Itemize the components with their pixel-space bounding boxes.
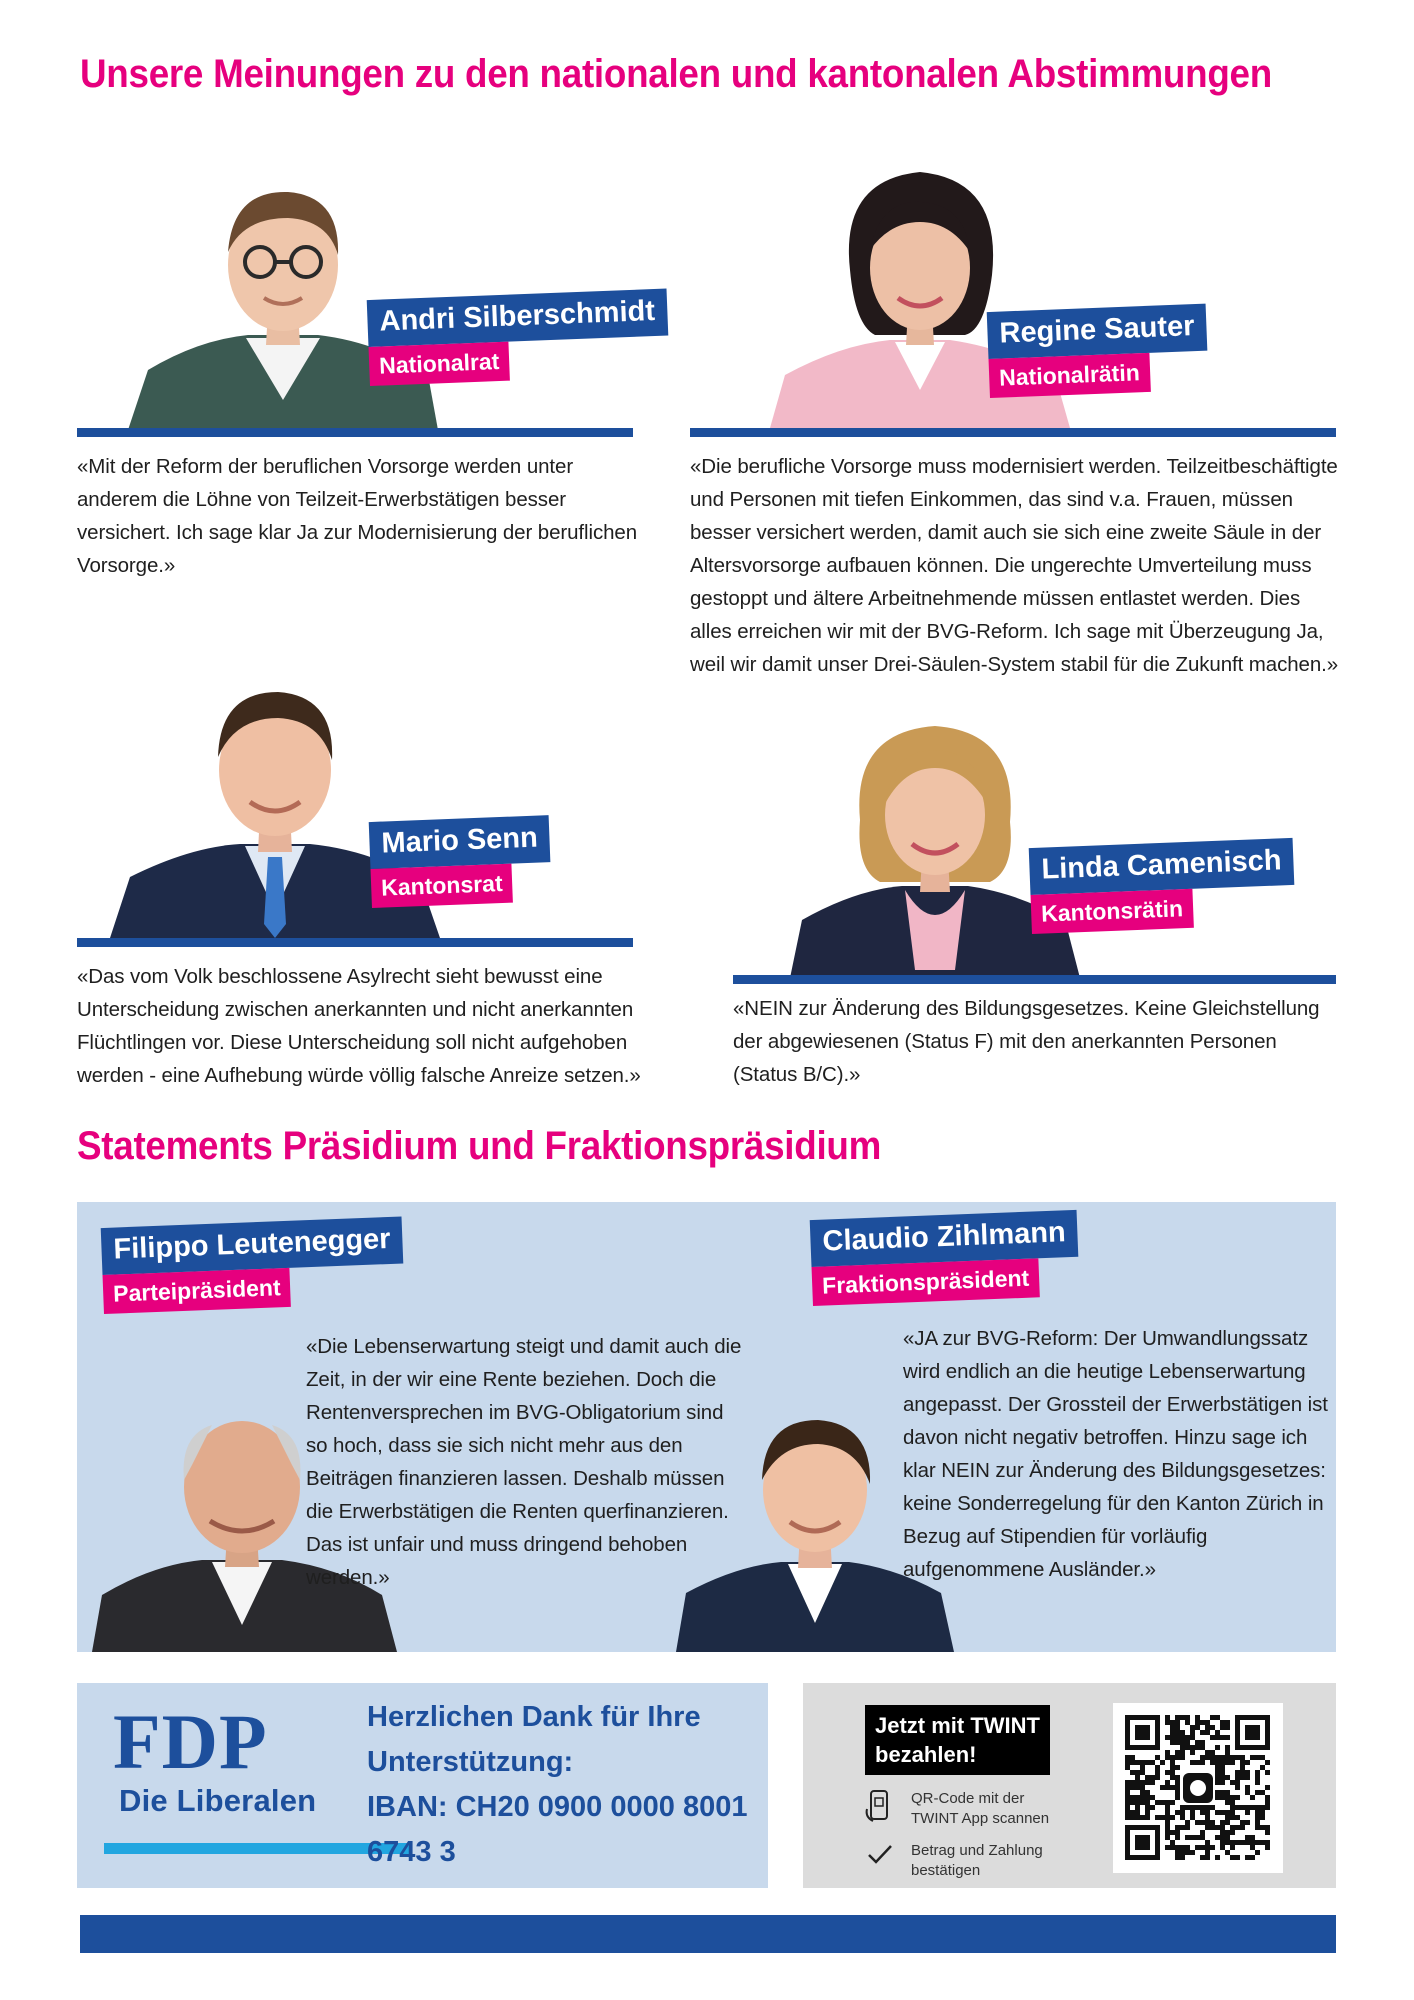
person-name: Regine Sauter — [987, 304, 1208, 360]
iban-line: IBAN: CH20 0900 0000 8001 — [367, 1791, 748, 1823]
twint-step-1 — [911, 1789, 1049, 1829]
checkmark-icon — [867, 1843, 893, 1865]
twint-step-line: QR-Code mit der — [911, 1790, 1025, 1807]
person-name: Linda Camenisch — [1029, 838, 1295, 895]
portrait-andri-silberschmidt — [128, 160, 438, 430]
person-name: Claudio Zihlmann — [810, 1210, 1079, 1268]
thanks-line: Unterstützung: — [367, 1746, 574, 1778]
name-tag-mario — [369, 815, 552, 908]
person-name: Andri Silberschmidt — [367, 289, 668, 348]
person-role: Fraktionspräsident — [812, 1259, 1040, 1306]
quote-regine: «Die berufliche Vorsorge muss modernisiert werden. Teilzeitbeschäftigte und Personen mit tiefen Einkommen, das sind v.a. Frauen, müssen besser versichert werden, damit auch sie sich eine zweite Säule in der Altersvorsorge aufbauen können. Die ungerechte Umverteilung muss gestoppt und ältere Arbeitnehmende müssen entlastet werden. Dies alles erreichen wir mit der BVG-Reform. Ich sage mit Überzeugung Ja, weil wir damit unser Drei-Säulen-System stabil für die Zukunft machen.» — [690, 455, 1339, 676]
twint-step-line: TWINT App scannen — [911, 1810, 1050, 1827]
quote-mario: «Das vom Volk beschlossene Asylrecht sieht bewusst eine Unterscheidung zwischen anerkannten und nicht anerkannten Flüchtlingen vor. Diese Unterscheidung soll nicht aufgehoben werden - eine Aufhebung würde völlig falsche Anreize setzen.» — [77, 965, 641, 1087]
divider-bar — [77, 428, 633, 437]
name-tag-claudio — [810, 1210, 1080, 1306]
person-name: Mario Senn — [369, 815, 551, 869]
thanks-line: Herzlichen Dank für Ihre — [367, 1701, 701, 1733]
divider-bar — [690, 428, 1336, 437]
name-tag-andri — [367, 289, 670, 386]
page-title: Unsere Meinungen zu den nationalen und kantonalen Abstimmungen — [80, 52, 1272, 96]
footer-bar — [80, 1915, 1336, 1953]
name-tag-regine — [987, 304, 1209, 398]
person-role: Nationalrat — [369, 342, 511, 386]
twint-call-to-action — [865, 1705, 1050, 1775]
qr-code-icon[interactable] — [1113, 1703, 1283, 1873]
person-role: Parteipräsident — [103, 1268, 292, 1314]
twint-step-line: bestätigen — [911, 1862, 981, 1879]
person-role: Kantonsrätin — [1031, 889, 1194, 934]
person-role: Kantonsrat — [371, 864, 514, 908]
divider-bar — [77, 938, 633, 947]
twint-cta-line: Jetzt mit TWINT — [875, 1713, 1040, 1738]
name-tag-linda — [1029, 838, 1296, 934]
donation-panel — [77, 1683, 768, 1888]
fdp-logo: FDP — [113, 1698, 268, 1785]
divider-bar — [733, 975, 1336, 984]
twint-panel — [803, 1683, 1336, 1888]
twint-step-2 — [911, 1841, 1043, 1881]
quote-linda: «NEIN zur Änderung des Bildungsgesetzes. Keine Gleichstellung der abgewiesenen (Status F) mit den anerkannten Personen (Status B/C).» — [733, 997, 1320, 1086]
name-tag-filippo — [101, 1217, 405, 1314]
quote-filippo: «Die Lebenserwartung steigt und damit auch die Zeit, in der wir eine Rente beziehen. Doch die Rentenversprechen im BVG-Obligatorium sind so hoch, dass sie sich nicht mehr aus den Beiträgen finanzieren lassen. Deshalb müssen die Erwerbstätigen die Renten querfinanzieren. Das ist unfair und muss dringend behoben werden.» — [306, 1335, 742, 1589]
person-name: Filippo Leutenegger — [101, 1217, 404, 1276]
fdp-logo-subtitle: Die Liberalen — [119, 1783, 317, 1818]
section-title-statements: Statements Präsidium und Fraktionspräsidium — [77, 1124, 882, 1168]
portrait-linda-camenisch — [790, 710, 1080, 978]
twint-step-line: Betrag und Zahlung — [911, 1842, 1043, 1859]
donation-text — [367, 1695, 747, 1875]
quote-claudio: «JA zur BVG-Reform: Der Umwandlungssatz wird endlich an die heutige Lebenserwartung angepasst. Der Grossteil der Erwerbstätigen ist davon nicht negativ betroffen. Hinzu sage ich klar NEIN zur Änderung des Bildungsgesetzes: keine Sonderregelung für den Kanton Zürich in Bezug auf Stipendien für vorläufig aufgenommene Ausländer.» — [903, 1327, 1328, 1581]
twint-cta-line: bezahlen! — [875, 1742, 977, 1767]
iban-line: 6743 3 — [367, 1836, 456, 1868]
person-role: Nationalrätin — [989, 353, 1151, 398]
quote-andri: «Mit der Reform der beruflichen Vorsorge werden unter anderem die Löhne von Teilzeit-Erwerbstätigen besser versichert. Ich sage klar Ja zur Modernisierung der beruflichen Vorsorge.» — [77, 455, 637, 577]
fdp-logo-underline — [104, 1843, 412, 1854]
phone-scan-icon — [865, 1789, 893, 1823]
